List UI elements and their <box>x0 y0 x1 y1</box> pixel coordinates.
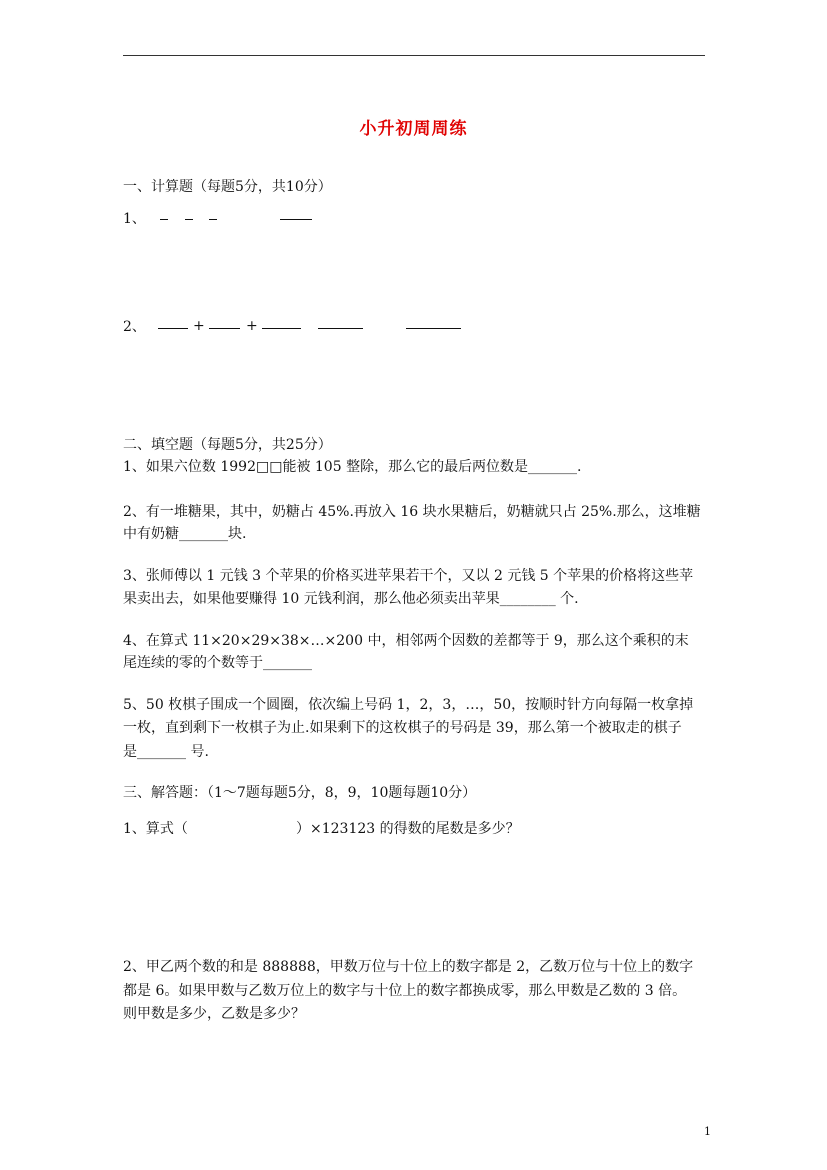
s1-q2-label: 2、 <box>123 319 146 335</box>
s2-q3-line2: 果卖出去，如果他要赚得 10 元钱利润，那么他必须卖出苹果________ 个. <box>123 591 579 607</box>
s2-q2-line1: 2、有一堆糖果，其中，奶糖占 45%.再放入 16 块水果糖后，奶糖就只占 25%.那么，这堆糖 <box>123 504 701 520</box>
s2-q3-line1: 3、张师傅以 1 元钱 3 个苹果的价格买进苹果若干个，又以 2 元钱 5 个苹果的价格将这些苹 <box>123 568 694 584</box>
s2-q5-line1: 5、50 枚棋子围成一个圆圈，依次编上号码 1，2，3，…，50，按顺时针方向每隔一枚拿掉 <box>123 697 694 713</box>
s2-q5-line3: 是_______ 号. <box>123 744 209 760</box>
s2-q5-line2: 一枚，直到剩下一枚棋子为止.如果剩下的这枚棋子的号码是 39，那么第一个被取走的棋子 <box>123 720 682 736</box>
section2-heading: 二、填空题（每题5分，共25分） <box>123 437 332 453</box>
s2-q2-line2: 中有奶糖_______块. <box>123 526 247 542</box>
page-title: 小升初周周练 <box>359 119 468 139</box>
page-number: 1 <box>704 1125 711 1138</box>
s2-q4-line1: 4、在算式 11×20×29×38×…×200 中，相邻两个因数的差都等于 9，那么这个乘积的末 <box>123 633 689 649</box>
section3-heading: 三、解答题：（1～7题每题5分，8，9，10题每题10分） <box>123 785 477 801</box>
s1-q1-blank-1 <box>160 219 168 220</box>
s3-q2-line1: 2、甲乙两个数的和是 888888，甲数万位与十位上的数字都是 2，乙数万位与十位上的数字 <box>123 959 694 975</box>
s3-q1-prefix: 1、算式（ <box>123 821 188 837</box>
s1-q2-plus-1: + <box>193 318 205 334</box>
s1-q2-blank-4 <box>318 328 363 329</box>
s1-q2-blank-5 <box>406 328 461 329</box>
s1-q1-blank-3 <box>209 219 217 220</box>
header-rule <box>123 55 705 56</box>
s3-q1-suffix: ）×123123 的得数的尾数是多少？ <box>296 821 520 837</box>
s3-q2-line3: 则甲数是多少，乙数是多少？ <box>123 1006 305 1022</box>
s2-q4-line2: 尾连续的零的个数等于_______ <box>123 655 312 671</box>
s3-q2-line2: 都是 6。如果甲数与乙数万位上的数字与十位上的数字都换成零，那么甲数是乙数的 3 倍。 <box>123 983 687 999</box>
section1-heading: 一、计算题（每题5分，共10分） <box>123 179 332 195</box>
s1-q1-blank-4 <box>280 219 312 220</box>
s1-q2-blank-3 <box>262 328 301 329</box>
s1-q1-blank-2 <box>185 219 193 220</box>
s1-q2-blank-2 <box>209 328 240 329</box>
s1-q2-plus-2: + <box>246 318 258 334</box>
s1-q2-blank-1 <box>158 328 188 329</box>
s1-q1-label: 1、 <box>123 211 146 227</box>
s2-q1-line1: 1、如果六位数 1992□□能被 105 整除，那么它的最后两位数是_______. <box>123 459 582 475</box>
